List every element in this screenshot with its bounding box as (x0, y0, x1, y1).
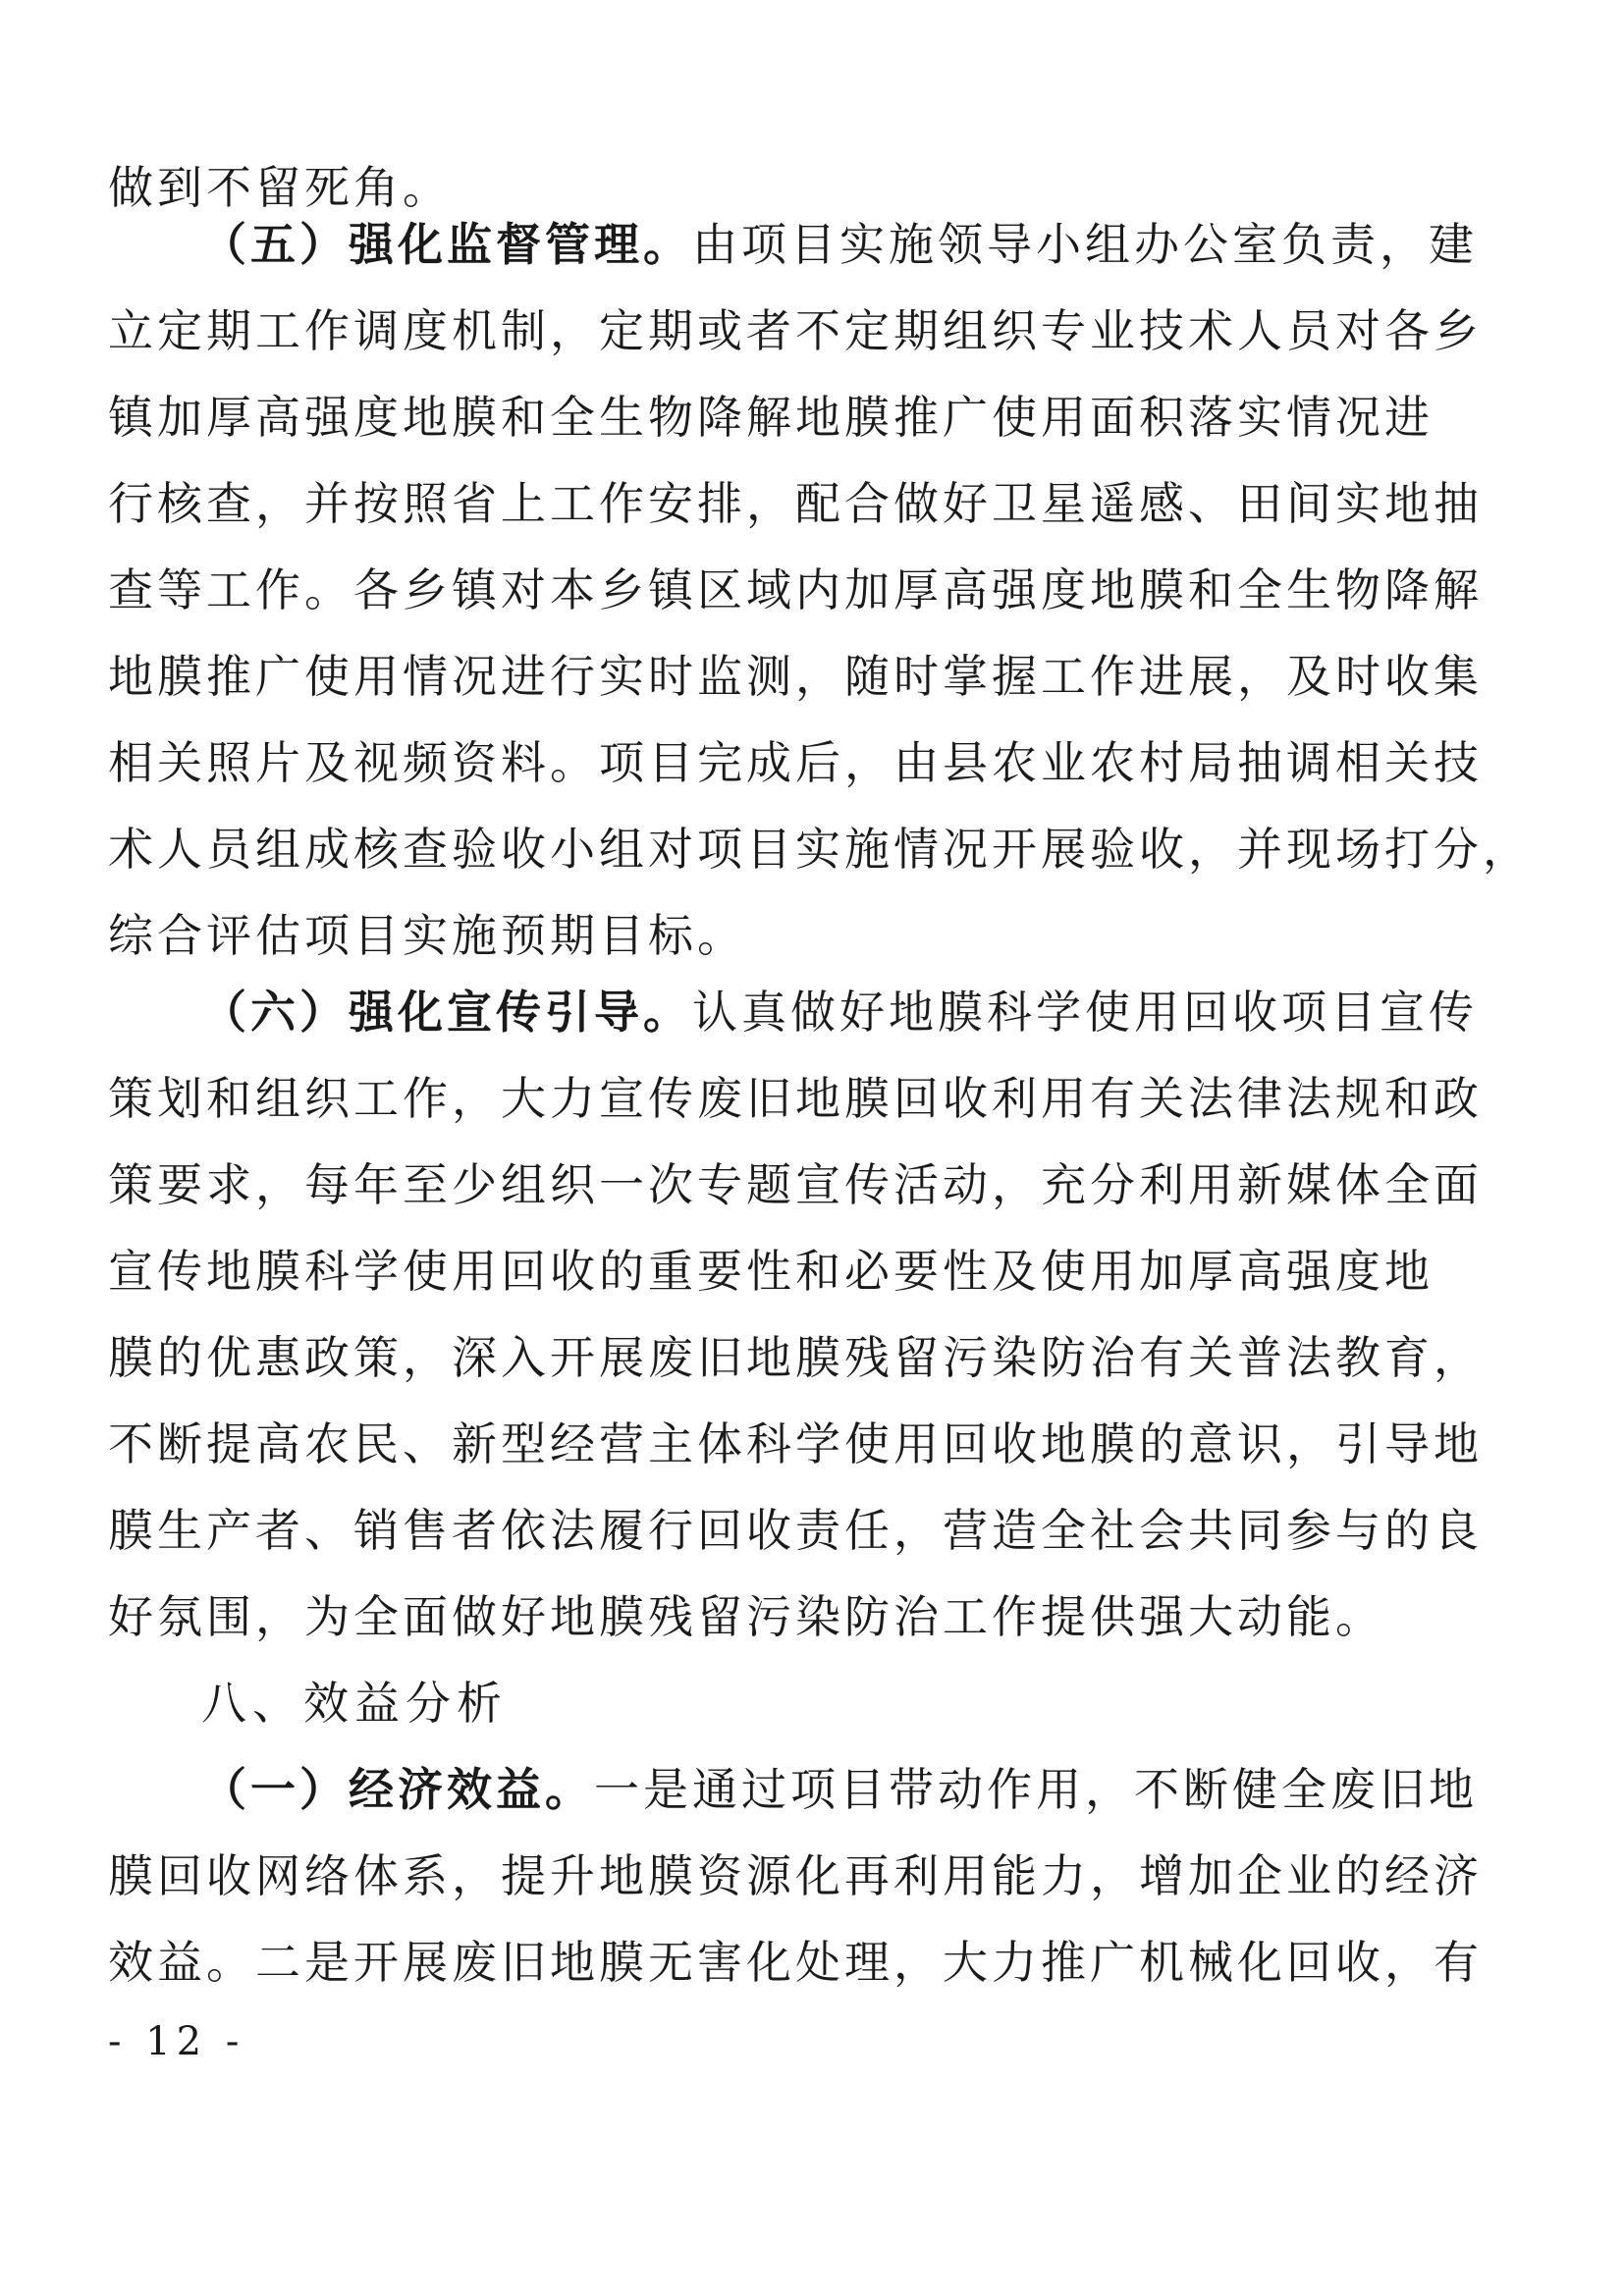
text-line: 膜生产者、销售者依法履行回收责任，营造全社会共同参与的良 (108, 1504, 1483, 1557)
paragraph-heading: （一）经济效益。 (201, 1763, 594, 1816)
text-line: 好氛围，为全面做好地膜残留污染防治工作提供强大动能。 (108, 1590, 1384, 1643)
text-line: 膜的优惠政策，深入开展废旧地膜残留污染防治有关普法教育， (108, 1331, 1483, 1384)
text-line: 地膜推广使用情况进行实时监测，随时掌握工作进展，及时收集 (108, 650, 1483, 703)
text-line: 做到不留死角。 (108, 161, 452, 214)
paragraph-five-first-line: （五）强化监督管理。由项目实施领导小组办公室负责，建 (201, 218, 1478, 271)
paragraph-economic-first-line: （一）经济效益。一是通过项目带动作用，不断健全废旧地 (201, 1763, 1478, 1816)
text-line: 相关照片及视频资料。项目完成后，由县农业农村局抽调相关技 (108, 736, 1483, 789)
text-line: 策划和组织工作，大力宣传废旧地膜回收利用有关法律法规和政 (108, 1072, 1483, 1125)
paragraph-six-first-line: （六）强化宣传引导。认真做好地膜科学使用回收项目宣传 (201, 986, 1478, 1039)
text-line: 镇加厚高强度地膜和全生物降解地膜推广使用面积落实情况进 (108, 391, 1434, 444)
text-line: 综合评估项目实施预期目标。 (108, 909, 746, 962)
section-heading: 八、效益分析 (201, 1677, 508, 1730)
paragraph-heading: （五）强化监督管理。 (201, 218, 692, 271)
page-number: - 12 - (108, 2019, 245, 2064)
text-line: 策要求，每年至少组织一次专题宣传活动，充分利用新媒体全面 (108, 1158, 1483, 1211)
text-line: 行核查，并按照省上工作安排，配合做好卫星遥感、田间实地抽 (108, 477, 1483, 530)
text-line: 术人员组成核查验收小组对项目实施情况开展验收，并现场打分， (108, 823, 1532, 876)
text-line: 膜回收网络体系，提升地膜资源化再利用能力，增加企业的经济 (108, 1849, 1483, 1902)
text-line: 立定期工作调度机制，定期或者不定期组织专业技术人员对各乡 (108, 304, 1483, 357)
text-line: 查等工作。各乡镇对本乡镇区域内加厚高强度地膜和全生物降解 (108, 563, 1483, 616)
text-line: 效益。二是开展废旧地膜无害化处理，大力推广机械化回收，有 (108, 1936, 1483, 1989)
paragraph-heading: （六）强化宣传引导。 (201, 986, 692, 1039)
text-line: 宣传地膜科学使用回收的重要性和必要性及使用加厚高强度地 (108, 1245, 1434, 1298)
text-line: 不断提高农民、新型经营主体科学使用回收地膜的意识，引导地 (108, 1417, 1483, 1470)
